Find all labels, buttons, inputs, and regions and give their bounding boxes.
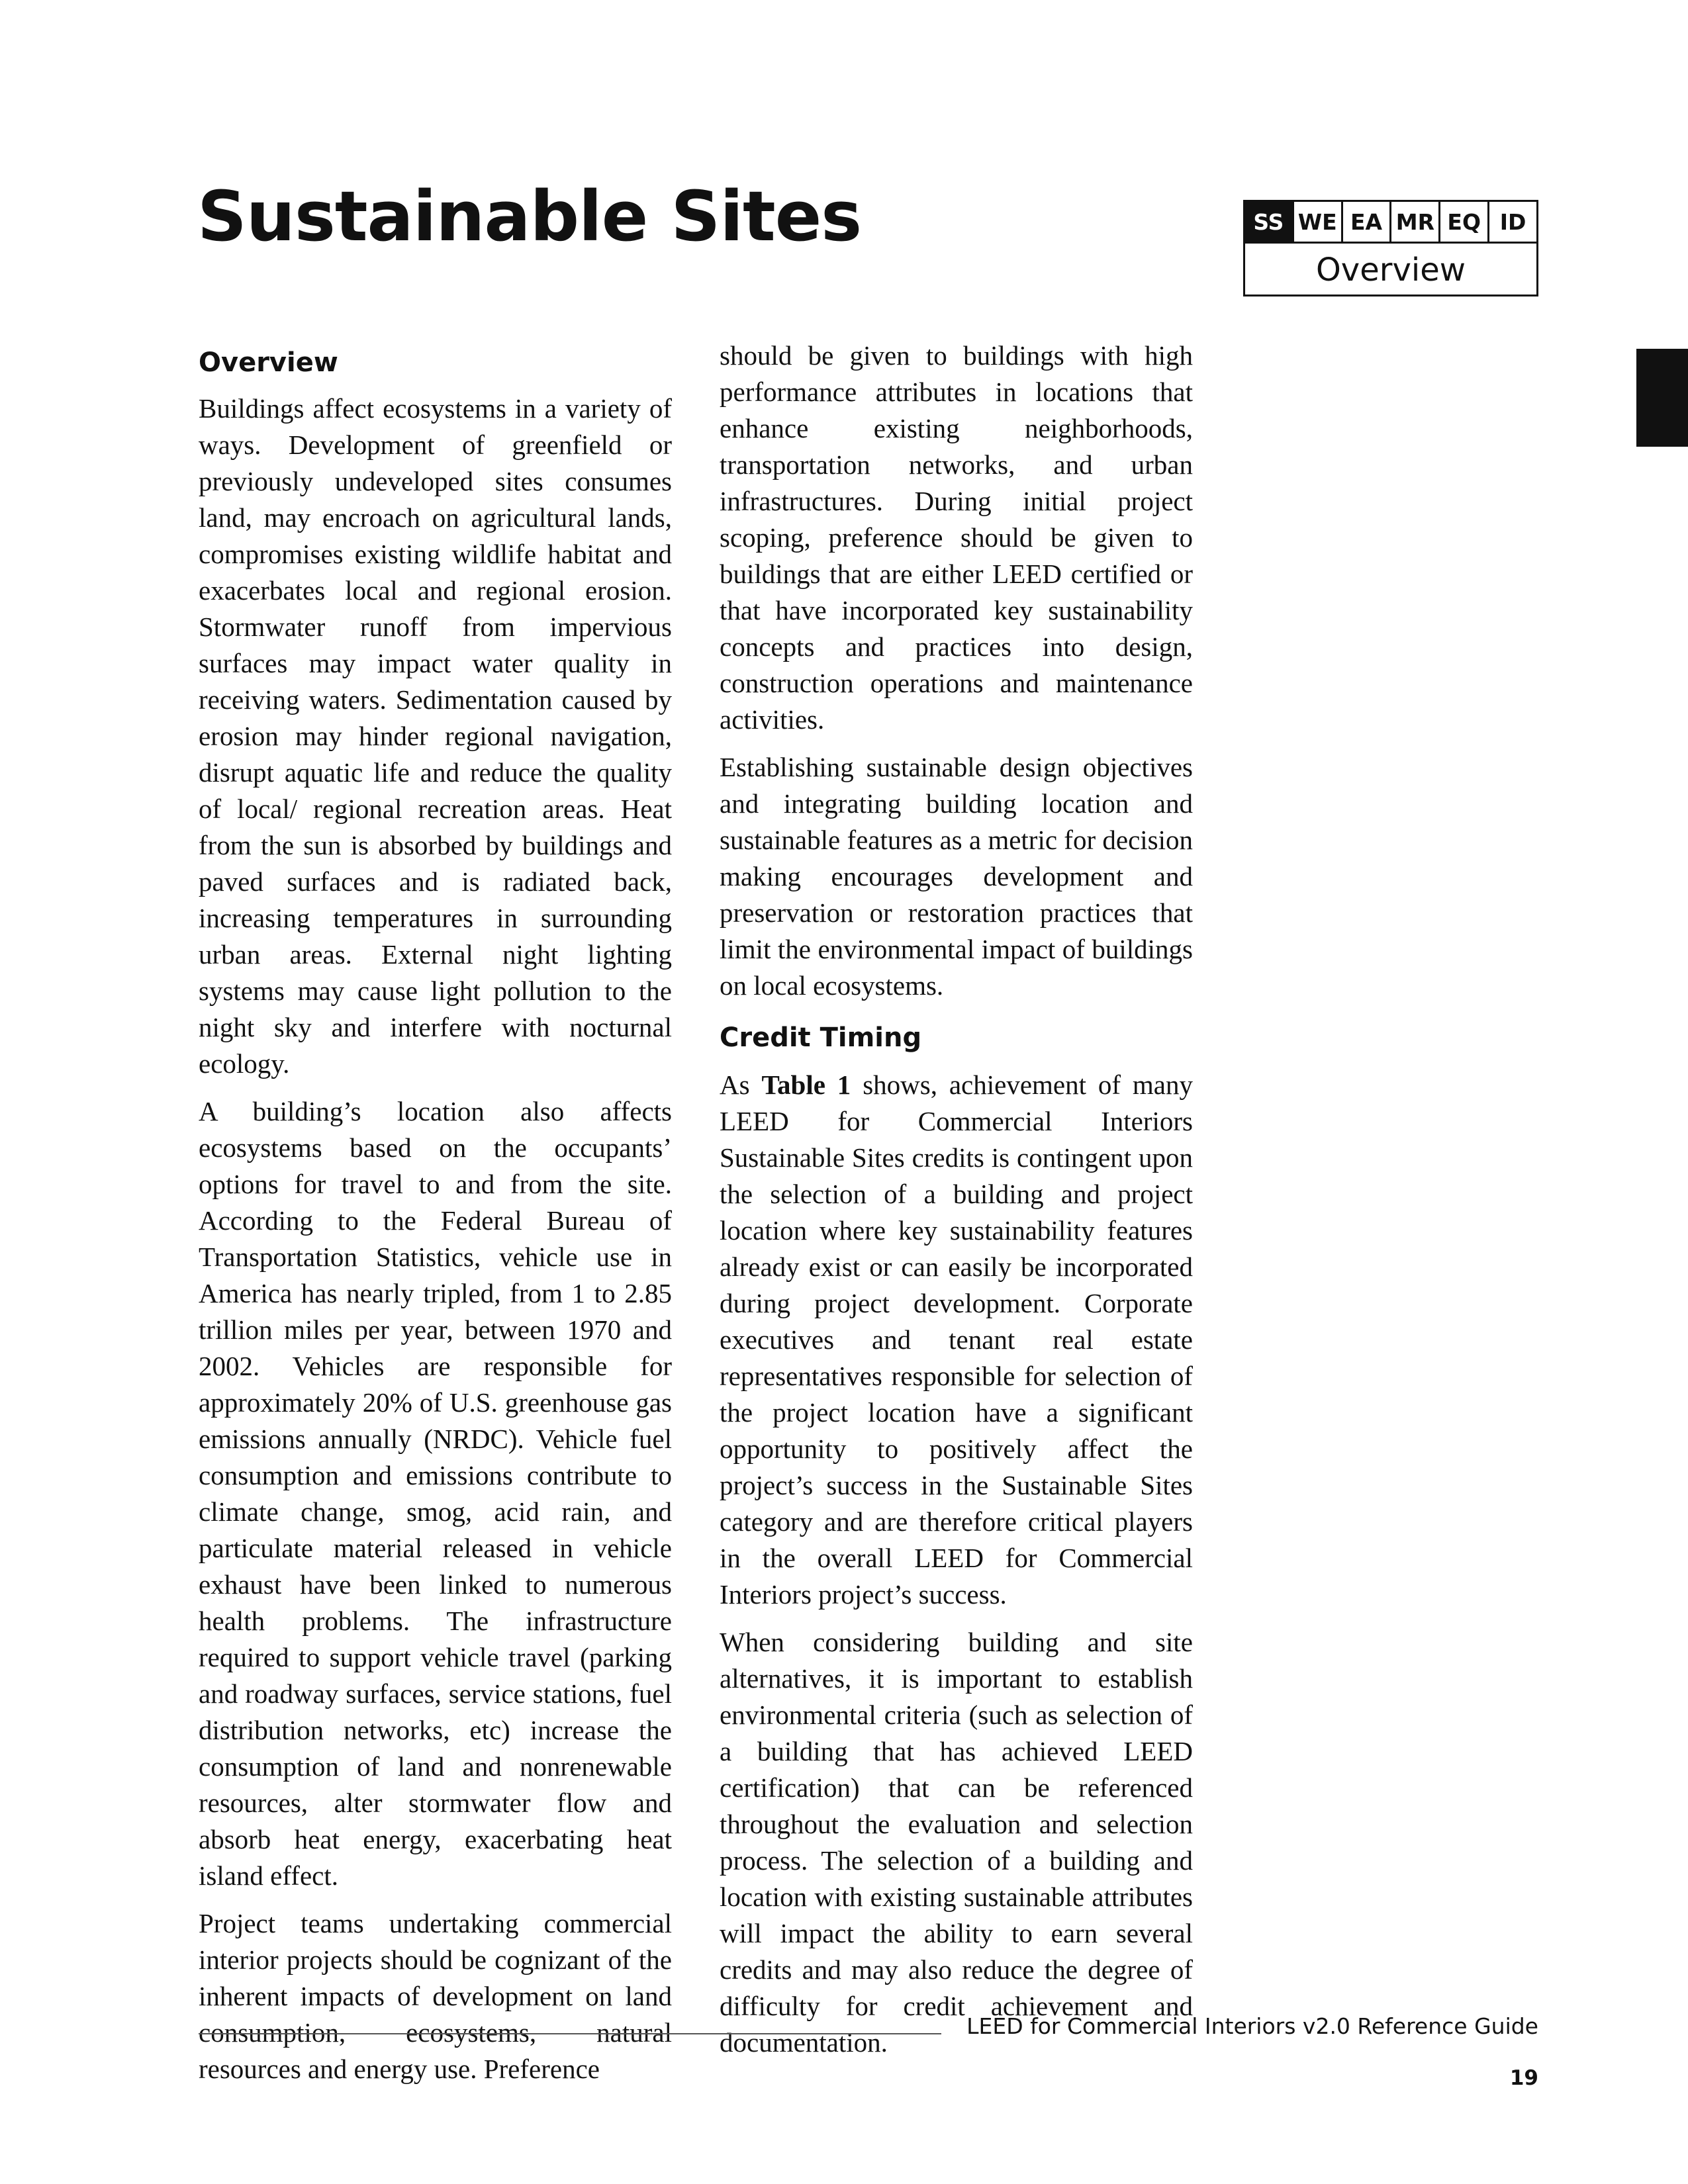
tab-id[interactable]: ID bbox=[1487, 202, 1536, 242]
left-column bbox=[199, 338, 672, 2099]
overview-paragraph: A building’s location also affects ecosystems based on the occupants’ options for travel to and from the site. According to the Federal Bureau of Transportation Statistics, vehicle use in America has nearly tripled, from 1 to 2.85 trillion miles per year, between 1970 and 2002. Vehicles are responsible for approximately 20% of U.S. greenhouse gas emissions annually (NRDC). Vehicle fuel consumption and emissions contribute to climate change, smog, acid rain, and particulate material released in vehicle exhaust have been linked to numerous health problems. The infrastructure required to support vehicle travel (parking and roadway surfaces, service stations, fuel distribution networks, etc) increase the consumption of land and nonrenewable resources, alter stormwater flow and absorb heat energy, exacerbating heat island effect. bbox=[199, 1096, 672, 1891]
footer-guide-title: LEED for Commercial Interiors v2.0 Reference Guide bbox=[966, 2013, 1538, 2039]
chapter-thumb-tab bbox=[1636, 349, 1688, 447]
overview-paragraph: should be given to buildings with high performance attributes in locations that enhance existing neighborhoods, transportation networks, and urban infrastructures. During initial project scoping, preference should be given to buildings that are either LEED certified or that have incorporated key sustainability concepts and practices into design, construction operations and maintenance activities. bbox=[720, 340, 1193, 735]
section-nav-subtitle: Overview bbox=[1316, 251, 1466, 289]
credit-timing-text: shows, achievement of many LEED for Commercial Interiors Sustainable Sites credits is contingent upon the selection of a building and project location where key sustainability features already exist or can easily be incorporated during project development. Corporate executives and tenant real estate representatives responsible for selection of the project location have a significant opportunity to positively affect the project’s success in the Sustainable Sites category and are therefore critical players in the overall LEED for Commercial Interiors project’s success. bbox=[720, 1069, 1193, 1610]
credit-timing-paragraph: When considering building and site alternatives, it is important to establish environmental criteria (such as selection of a building that has achieved LEED certification) that can be referenced throughout the evaluation and selection process. The selection of a building and location with existing sustainable attributes will impact the ability to earn several credits and may also reduce the degree of difficulty for credit achievement and documentation. bbox=[720, 1627, 1193, 2058]
overview-paragraph: Establishing sustainable design objectives and integrating building location and sustainable features as a metric for decision making encourages development and preservation or restoration practices that limit the environmental impact of buildings on local ecosystems. bbox=[720, 752, 1193, 1001]
overview-heading: Overview bbox=[199, 347, 338, 378]
credit-timing-paragraph bbox=[720, 1067, 1193, 1613]
footer-divider bbox=[199, 2033, 941, 2034]
tab-ea[interactable]: EA bbox=[1341, 202, 1390, 242]
table-1-reference[interactable]: Table 1 bbox=[761, 1069, 851, 1100]
credit-timing-lead: As bbox=[720, 1069, 750, 1100]
overview-paragraph: Project teams undertaking commercial interior projects should be cognizant of the inherent impacts of development on land consumption, ecosystems, natural resources and energy use. Preference bbox=[199, 1908, 672, 2084]
tab-we[interactable]: WE bbox=[1292, 202, 1341, 242]
section-nav bbox=[1243, 200, 1538, 296]
tab-mr[interactable]: MR bbox=[1389, 202, 1438, 242]
right-column bbox=[720, 338, 1193, 2072]
section-tab-row bbox=[1245, 202, 1536, 244]
page-number: 19 bbox=[1509, 2066, 1538, 2090]
page-title: Sustainable Sites bbox=[197, 176, 862, 257]
tab-eq[interactable]: EQ bbox=[1438, 202, 1487, 242]
tab-ss[interactable]: SS bbox=[1245, 202, 1292, 242]
credit-timing-heading: Credit Timing bbox=[720, 1023, 922, 1053]
overview-paragraph: Buildings affect ecosystems in a variety of ways. Development of greenfield or previously undeveloped sites consumes land, may encroach on agricultural lands, compromises existing wildlife habitat and exacerbates local and regional erosion. Stormwater runoff from impervious surfaces may impact water quality in receiving waters. Sedimentation caused by erosion may hinder regional navigation, disrupt aquatic life and reduce the quality of local/ regional recreation areas. Heat from the sun is absorbed by buildings and paved surfaces and is radiated back, increasing temperatures in surrounding urban areas. External night lighting systems may cause light pollution to the night sky and interfere with nocturnal ecology. bbox=[199, 393, 672, 1079]
